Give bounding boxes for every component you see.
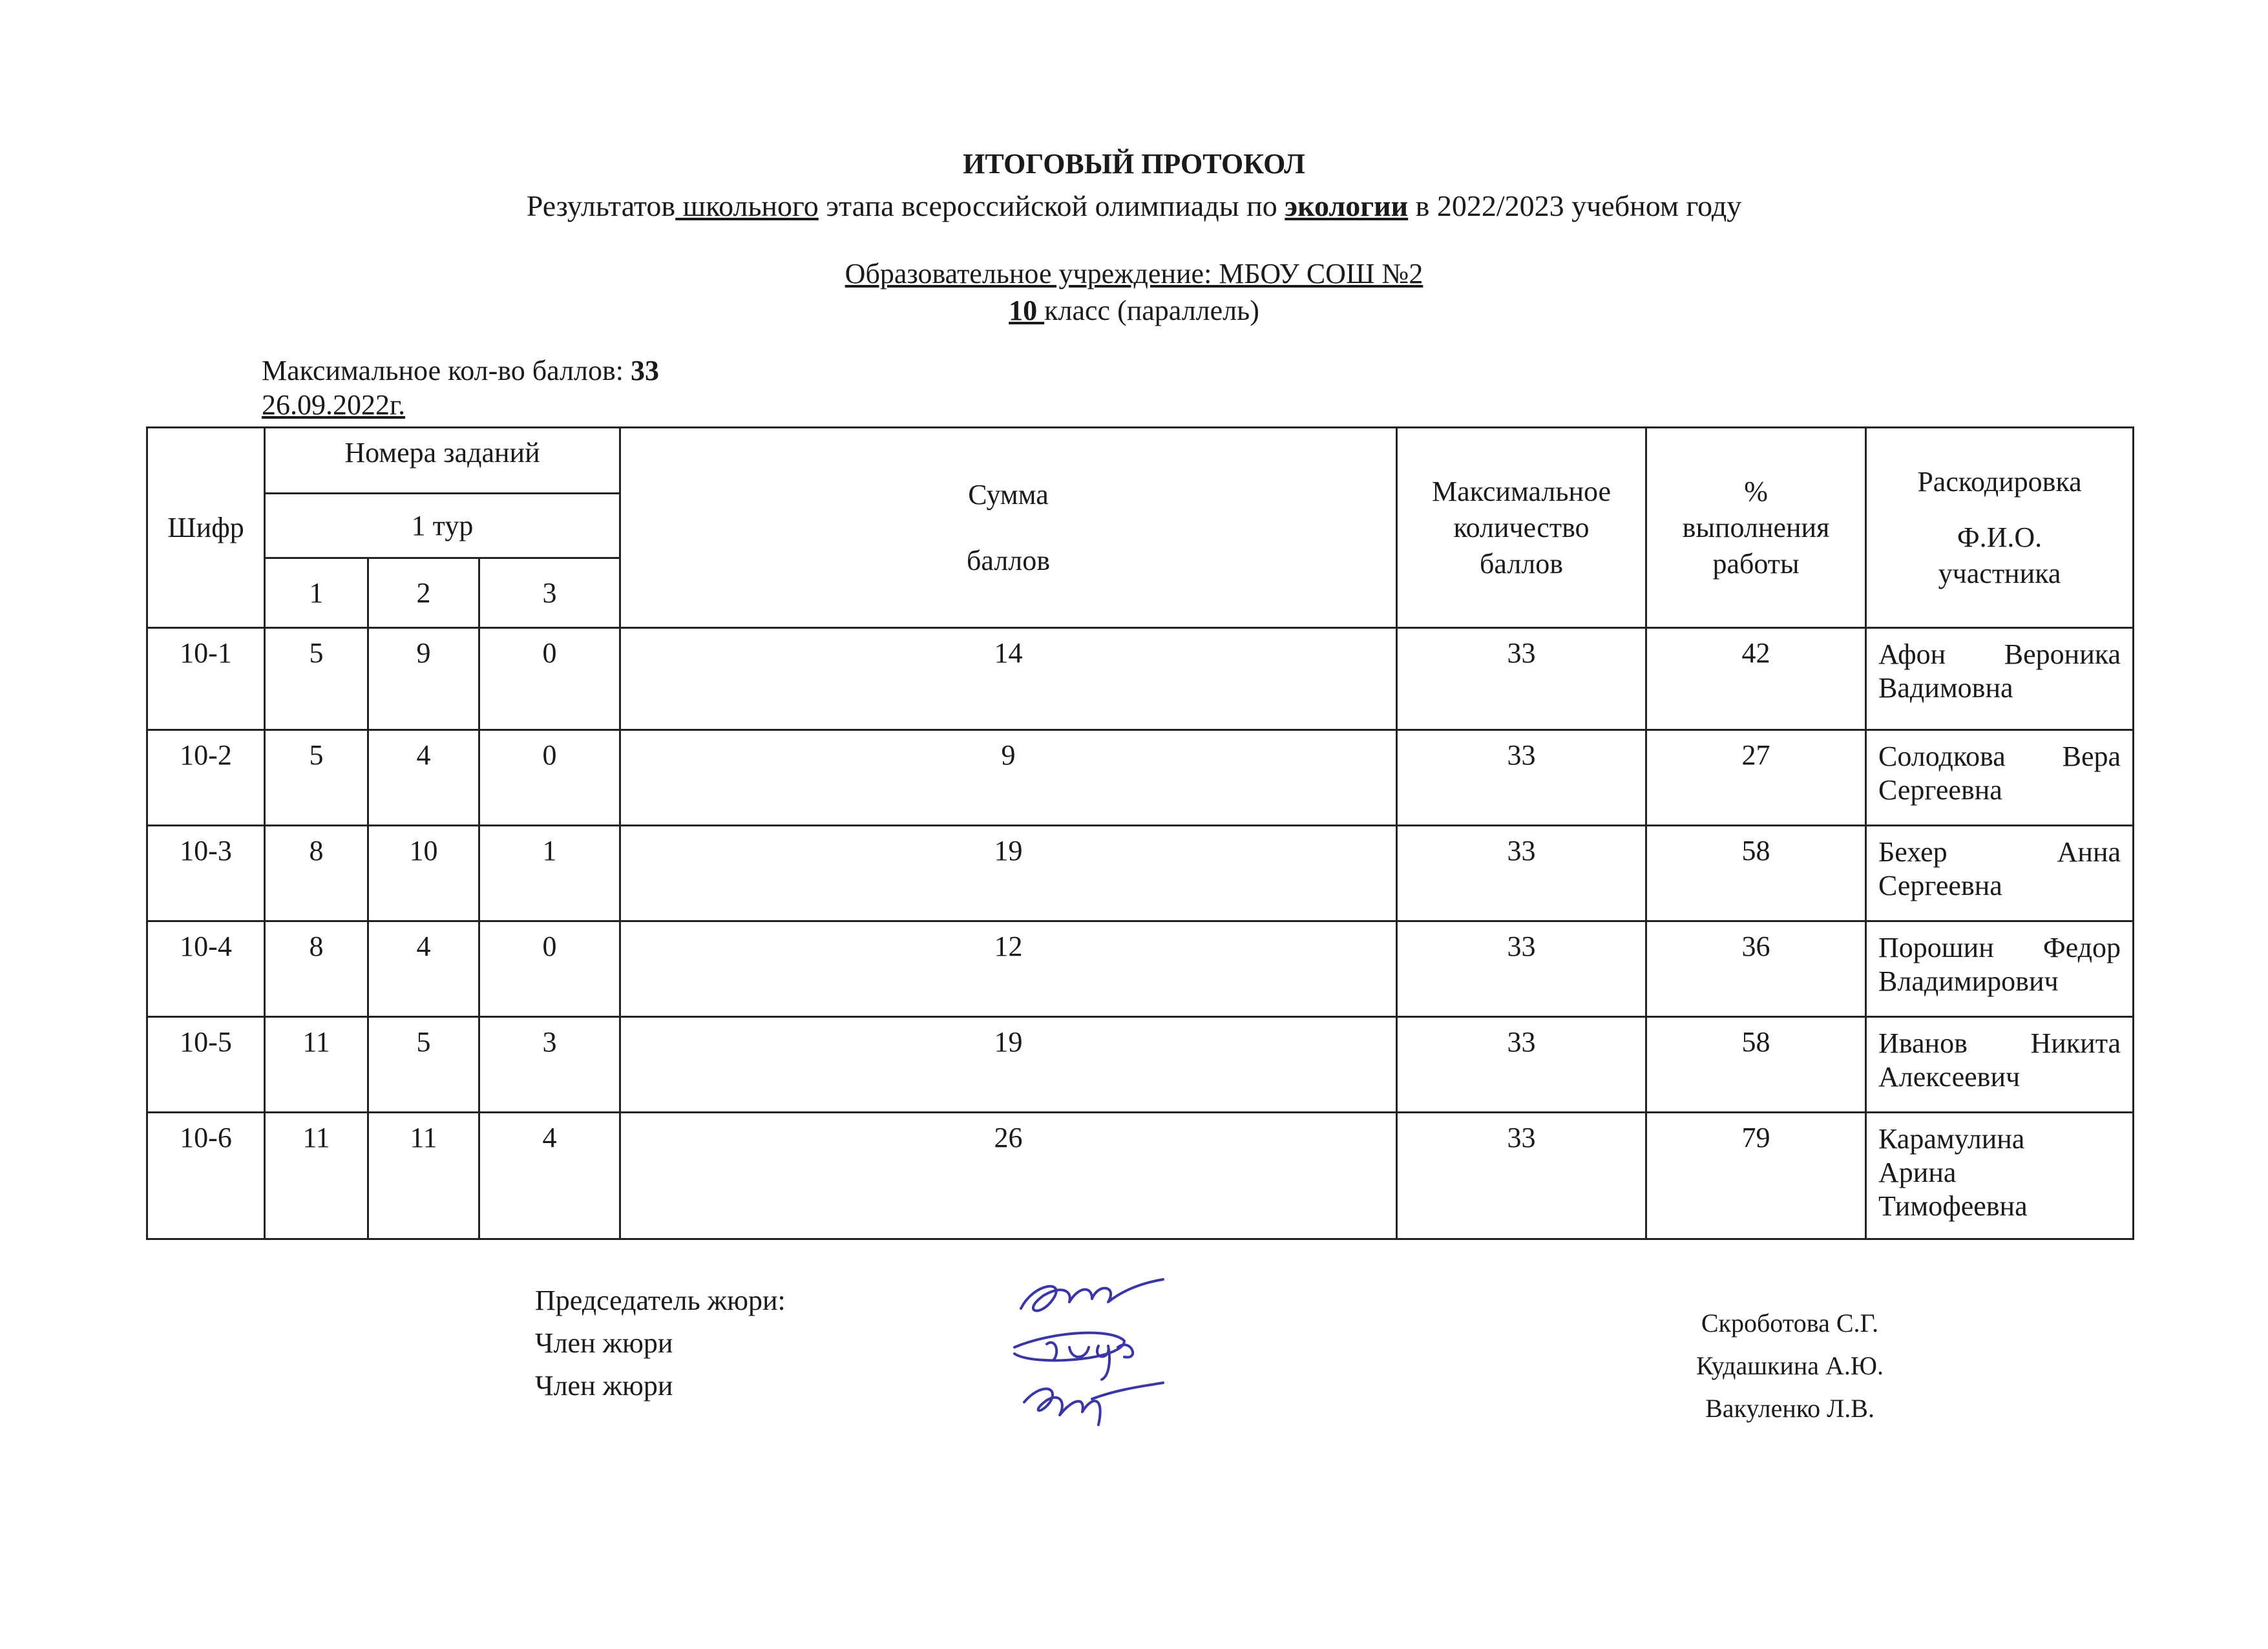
results-table bbox=[146, 426, 2134, 1240]
cell-task-2: 11 bbox=[368, 1113, 479, 1239]
cell-percent: 27 bbox=[1646, 730, 1866, 826]
member-2-signature bbox=[1024, 1383, 1163, 1425]
header-sum-line2: баллов bbox=[967, 544, 1051, 576]
max-score-value: 33 bbox=[630, 355, 659, 386]
cell-task-2: 4 bbox=[368, 921, 479, 1017]
cell-percent: 58 bbox=[1646, 826, 1866, 921]
grade-line bbox=[0, 294, 2268, 327]
member-1-name: Кудашкина А.Ю. bbox=[1696, 1351, 1884, 1380]
grade-number: 10 bbox=[1009, 295, 1045, 326]
cell-code: 10-2 bbox=[147, 730, 265, 826]
cell-code: 10-6 bbox=[147, 1113, 265, 1239]
jury-names bbox=[1641, 1302, 1938, 1430]
cell-percent: 42 bbox=[1646, 628, 1866, 730]
cell-task-1: 8 bbox=[265, 826, 368, 921]
cell-participant-name: Афон Вероника Вадимовна bbox=[1866, 628, 2134, 730]
cell-task-3: 1 bbox=[479, 826, 620, 921]
cell-max: 33 bbox=[1397, 730, 1646, 826]
header-sum bbox=[620, 428, 1397, 628]
table-row bbox=[147, 921, 2134, 1017]
header-task-2: 2 bbox=[368, 558, 479, 628]
participant-name-text: Карамулина Арина Тимофеевна bbox=[1878, 1123, 2028, 1222]
cell-sum: 9 bbox=[620, 730, 1397, 826]
header-pct-line2: выполнения bbox=[1682, 511, 1830, 543]
chair-label: Председатель жюри: bbox=[535, 1285, 786, 1316]
header-tasks: Номера заданий bbox=[265, 428, 620, 494]
cell-task-2: 10 bbox=[368, 826, 479, 921]
cell-participant-name: Бехер Анна Сергеевна bbox=[1866, 826, 2134, 921]
header-decode-line1: Раскодировка bbox=[1917, 465, 2082, 498]
table-row bbox=[147, 1017, 2134, 1113]
table-row bbox=[147, 730, 2134, 826]
header-pct-line3: работы bbox=[1712, 547, 1800, 580]
cell-code: 10-1 bbox=[147, 628, 265, 730]
cell-code: 10-4 bbox=[147, 921, 265, 1017]
header-task-1: 1 bbox=[265, 558, 368, 628]
table-row bbox=[147, 628, 2134, 730]
cell-max: 33 bbox=[1397, 826, 1646, 921]
stage-name: школьного bbox=[675, 189, 819, 222]
cell-participant-name: Солодкова Вера Сергеевна bbox=[1866, 730, 2134, 826]
chair-name: Скроботова С.Г. bbox=[1701, 1308, 1879, 1338]
header-pct-line1: % bbox=[1744, 475, 1768, 507]
cell-sum: 14 bbox=[620, 628, 1397, 730]
cell-participant-name bbox=[1866, 1113, 2134, 1239]
header-decode-line3: участника bbox=[1938, 557, 2061, 589]
cell-max: 33 bbox=[1397, 1113, 1646, 1239]
protocol-title: ИТОГОВЫЙ ПРОТОКОЛ bbox=[963, 148, 1305, 180]
cell-max: 33 bbox=[1397, 628, 1646, 730]
cell-max: 33 bbox=[1397, 921, 1646, 1017]
cell-percent: 36 bbox=[1646, 921, 1866, 1017]
member-1-signature bbox=[1014, 1333, 1133, 1380]
header-round: 1 тур bbox=[265, 494, 620, 558]
header-percent bbox=[1646, 428, 1866, 628]
cell-task-2: 4 bbox=[368, 730, 479, 826]
cell-task-3: 4 bbox=[479, 1113, 620, 1239]
cell-sum: 26 bbox=[620, 1113, 1397, 1239]
member-1-label: Член жюри bbox=[535, 1327, 673, 1359]
cell-task-2: 9 bbox=[368, 628, 479, 730]
cell-code: 10-3 bbox=[147, 826, 265, 921]
cell-task-3: 3 bbox=[479, 1017, 620, 1113]
header-code: Шифр bbox=[147, 428, 265, 628]
header-task-3: 3 bbox=[479, 558, 620, 628]
header-max-line2: количество bbox=[1453, 511, 1590, 543]
subtitle-prefix: Результатов bbox=[526, 189, 676, 222]
cell-task-1: 11 bbox=[265, 1113, 368, 1239]
cell-percent: 58 bbox=[1646, 1017, 1866, 1113]
cell-task-2: 5 bbox=[368, 1017, 479, 1113]
table-row bbox=[147, 826, 2134, 921]
cell-sum: 19 bbox=[620, 1017, 1397, 1113]
member-2-label: Член жюри bbox=[535, 1370, 673, 1402]
signatures-image bbox=[995, 1263, 1202, 1457]
chair-signature bbox=[1021, 1279, 1163, 1311]
institution-line: Образовательное учреждение: МБОУ СОШ №2 bbox=[845, 258, 1423, 289]
max-score-label: Максимальное кол-во баллов: bbox=[262, 355, 631, 386]
cell-max: 33 bbox=[1397, 1017, 1646, 1113]
header-max-line3: баллов bbox=[1480, 547, 1564, 580]
jury-labels bbox=[535, 1279, 786, 1407]
cell-sum: 12 bbox=[620, 921, 1397, 1017]
protocol-subtitle bbox=[0, 189, 2268, 223]
date-line: 26.09.2022г. bbox=[262, 389, 406, 421]
cell-task-3: 0 bbox=[479, 730, 620, 826]
header-decode bbox=[1866, 428, 2134, 628]
subtitle-middle: этапа всероссийской олимпиады по bbox=[818, 189, 1285, 222]
cell-participant-name: Иванов Никита Алексеевич bbox=[1866, 1017, 2134, 1113]
max-score-line bbox=[262, 354, 659, 387]
subtitle-suffix: в 2022/2023 учебном году bbox=[1408, 189, 1742, 222]
member-2-name: Вакуленко Л.В. bbox=[1705, 1394, 1874, 1423]
header-max bbox=[1397, 428, 1646, 628]
cell-task-3: 0 bbox=[479, 628, 620, 730]
header-sum-line1: Сумма bbox=[968, 478, 1049, 510]
cell-code: 10-5 bbox=[147, 1017, 265, 1113]
cell-task-1: 5 bbox=[265, 730, 368, 826]
cell-task-1: 5 bbox=[265, 628, 368, 730]
cell-percent: 79 bbox=[1646, 1113, 1866, 1239]
header-max-line1: Максимальное bbox=[1431, 475, 1612, 507]
cell-task-3: 0 bbox=[479, 921, 620, 1017]
grade-suffix: класс (параллель) bbox=[1044, 295, 1259, 326]
cell-task-1: 8 bbox=[265, 921, 368, 1017]
cell-participant-name: Порошин Федор Владимирович bbox=[1866, 921, 2134, 1017]
subject-name: экологии bbox=[1285, 189, 1409, 222]
table-row bbox=[147, 1113, 2134, 1239]
header-row-1 bbox=[147, 428, 2134, 494]
cell-task-1: 11 bbox=[265, 1017, 368, 1113]
header-decode-line2: Ф.И.О. bbox=[1957, 521, 2042, 553]
cell-sum: 19 bbox=[620, 826, 1397, 921]
